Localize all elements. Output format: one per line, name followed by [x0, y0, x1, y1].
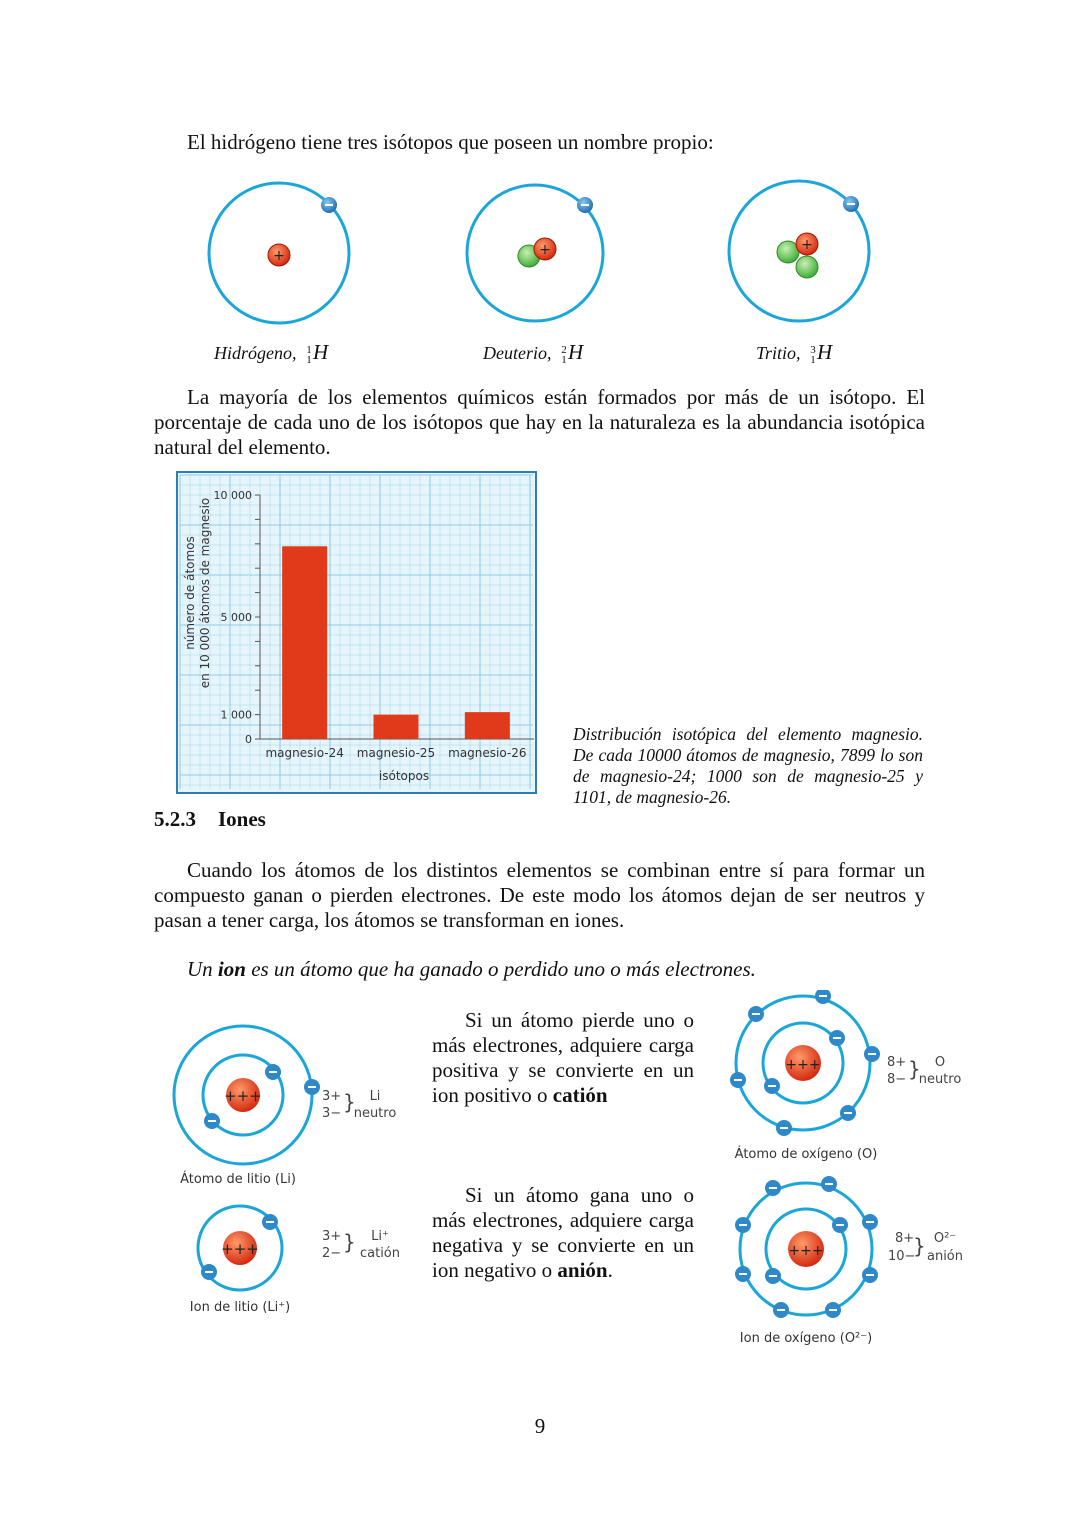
ion-definition: Un ion es un átomo que ha ganado o perdido uno o más electrones.: [187, 957, 756, 981]
svg-text:}: }: [343, 1090, 356, 1114]
chart-caption: Distribución isotópica del elemento magnesio. De cada 10000 átomos de magnesio, 7899 lo son de magnesio-24; 1000 son de magnesio-25 y 1101, de magnesio-26.: [573, 724, 923, 807]
anion-text: Si un átomo gana uno o más electrones, adquiere carga negativa y se convierte en un ion negativo o anión.: [432, 1183, 694, 1282]
x-tick-label: magnesio-26: [448, 746, 527, 760]
y-tick-label: 1 000: [220, 708, 252, 722]
isotope-label-hydrogen: Hidrógeno, 1 1 H: [214, 340, 329, 366]
svg-text:+: +: [273, 248, 285, 264]
lithium-atom-diagram: [160, 1020, 410, 1190]
svg-text:catión: catión: [359, 1246, 401, 1261]
cation-text: Si un átomo pierde uno o más electrones, adquiere carga positiva y se convierte en un ion positivo o catión: [432, 1008, 694, 1107]
bar-magnesio-24: [282, 546, 327, 739]
hydrogen-atom-diagram: [209, 183, 349, 323]
x-tick-label: magnesio-24: [265, 746, 344, 760]
isotope-label-deuterium: Deuterio, 2 1 H: [483, 340, 584, 366]
svg-text:+: +: [539, 242, 551, 258]
svg-text:neutro: neutro: [353, 1106, 397, 1121]
svg-text:8+: 8+: [887, 1055, 907, 1070]
svg-text:+++: +++: [221, 1240, 259, 1258]
section-heading: 5.2.3 Iones: [154, 807, 266, 831]
svg-text:+: +: [801, 237, 813, 253]
ions-paragraph: Cuando los átomos de los distintos elementos se combinan entre sí para formar un compuesto ganan o pierden electrones. De este modo los átomos dejan de ser neutros y pasan a tener carga, los átomos se transforman en iones.: [154, 858, 925, 932]
y-tick-label: 5 000: [220, 611, 252, 624]
hydrogen-isotopes-figure: [190, 170, 910, 335]
svg-text:}: }: [343, 1230, 356, 1254]
chart-x-labels: [265, 746, 526, 760]
chart-y-label-line2: en 10 000 átomos de magnesio: [198, 497, 212, 689]
svg-text:3+: 3+: [322, 1089, 342, 1104]
abundance-paragraph: La mayoría de los elementos químicos están formados por más de un isótopo. El porcentaje de cada uno de los isótopos que hay en la naturaleza es la abundancia isotópica natural del elemento.: [154, 385, 925, 459]
deuterium-atom-diagram: [467, 185, 603, 321]
svg-text:2−: 2−: [322, 1246, 342, 1261]
page-number: 9: [534, 1414, 546, 1438]
isotope-label-tritium: Tritio, 3 1 H: [756, 340, 833, 366]
svg-text:Ion de litio (Li⁺): Ion de litio (Li⁺): [189, 1300, 291, 1315]
svg-text:3−: 3−: [322, 1106, 342, 1121]
svg-text:+++: +++: [785, 1057, 821, 1073]
magnesium-isotope-chart: [176, 471, 538, 795]
x-tick-label: magnesio-25: [356, 746, 436, 760]
chart-x-label: isótopos: [378, 769, 430, 783]
bar-magnesio-25: [374, 715, 419, 739]
oxygen-ion-diagram: [720, 1175, 980, 1350]
svg-text:Ion de oxígeno (O²⁻): Ion de oxígeno (O²⁻): [739, 1331, 873, 1346]
svg-text:10−: 10−: [888, 1249, 916, 1264]
oxygen-atom-diagram: [720, 990, 980, 1170]
svg-text:8+: 8+: [895, 1231, 915, 1246]
svg-text:anión: anión: [926, 1249, 964, 1264]
bar-magnesio-26: [465, 712, 510, 739]
tritium-atom-diagram: [729, 181, 869, 321]
svg-text:Átomo de litio (Li): Átomo de litio (Li): [180, 1172, 296, 1187]
y-tick-label: 0: [245, 733, 252, 746]
y-tick-label: 10 000: [213, 489, 252, 502]
svg-text:neutro: neutro: [918, 1072, 962, 1087]
intro-line: El hidrógeno tiene tres isótopos que poseen un nombre propio:: [187, 130, 714, 154]
lithium-ion-diagram: [160, 1200, 410, 1320]
svg-text:3+: 3+: [322, 1229, 342, 1244]
chart-y-label-line1: número de átomos: [183, 536, 197, 650]
svg-text:Li: Li: [369, 1089, 381, 1104]
svg-text:O²⁻: O²⁻: [933, 1231, 957, 1246]
svg-text:}: }: [913, 1234, 926, 1258]
svg-text:+++: +++: [224, 1087, 262, 1105]
svg-text:Li⁺: Li⁺: [371, 1229, 389, 1244]
svg-text:}: }: [908, 1057, 921, 1081]
svg-text:Átomo de oxígeno (O): Átomo de oxígeno (O): [734, 1147, 878, 1162]
svg-text:+++: +++: [788, 1243, 824, 1259]
svg-text:8−: 8−: [887, 1072, 907, 1087]
svg-text:O: O: [934, 1055, 946, 1070]
